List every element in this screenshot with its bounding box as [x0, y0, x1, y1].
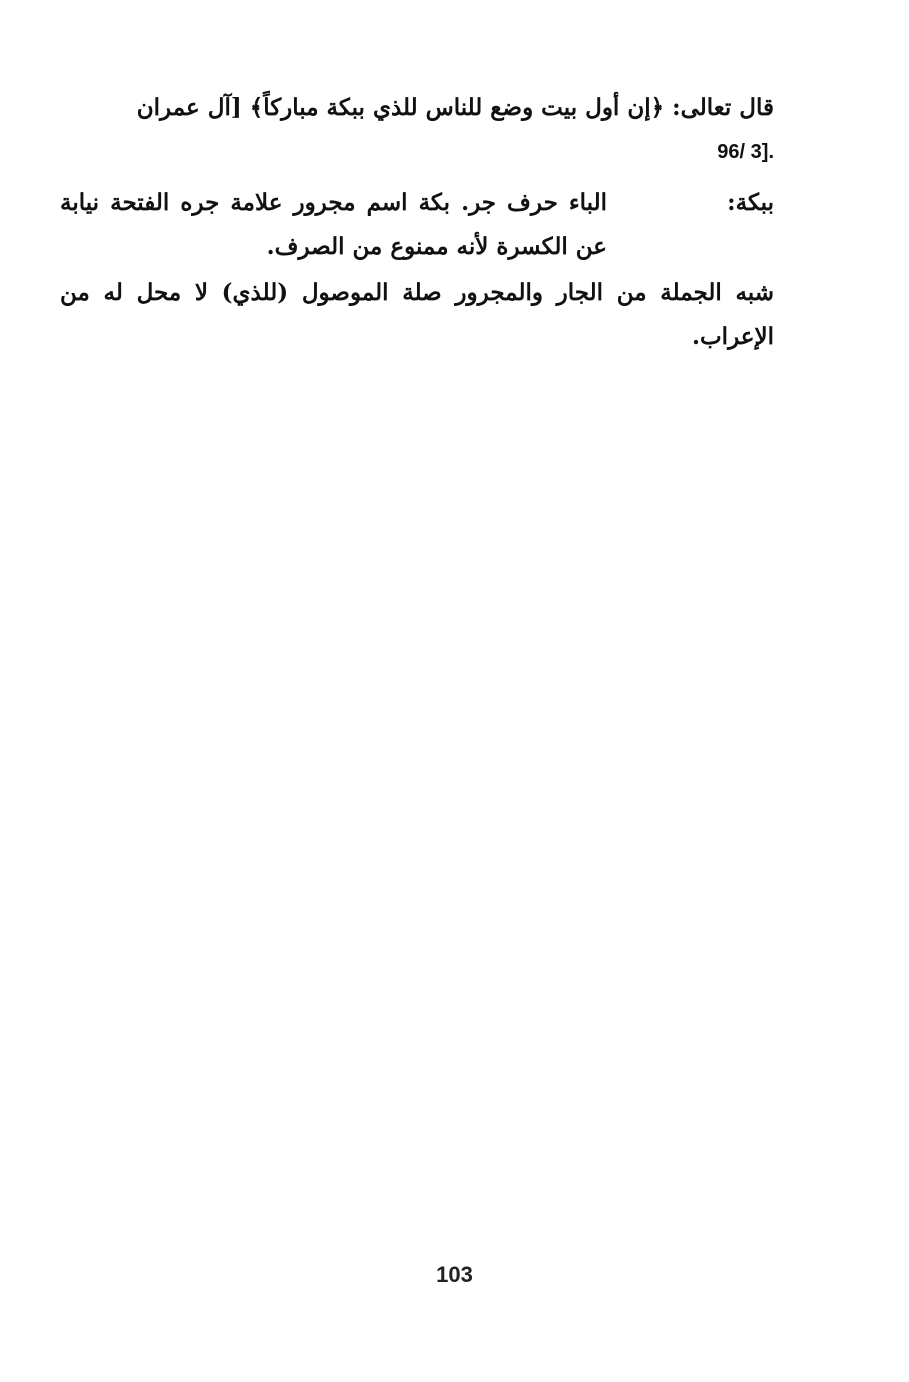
quran-quote-paragraph: قال تعالى: ﴿إن أول بيت وضع للناس للذي ببكة مباركاً﴾ [آل عمران: [136, 94, 774, 121]
quran-reference: 96/ 3].: [717, 141, 774, 163]
term-label: ببكة:: [727, 189, 774, 216]
term-definition: الباء حرف جر. بكة اسم مجرور علامة جره الفتحة نيابة عن الكسرة لأنه ممنوع من الصرف.: [60, 189, 608, 260]
analysis-paragraph: شبه الجملة من الجار والمجرور صلة الموصول (للذي) لا محل له من الإعراب.: [60, 279, 774, 350]
page-number: 103: [436, 1262, 473, 1287]
